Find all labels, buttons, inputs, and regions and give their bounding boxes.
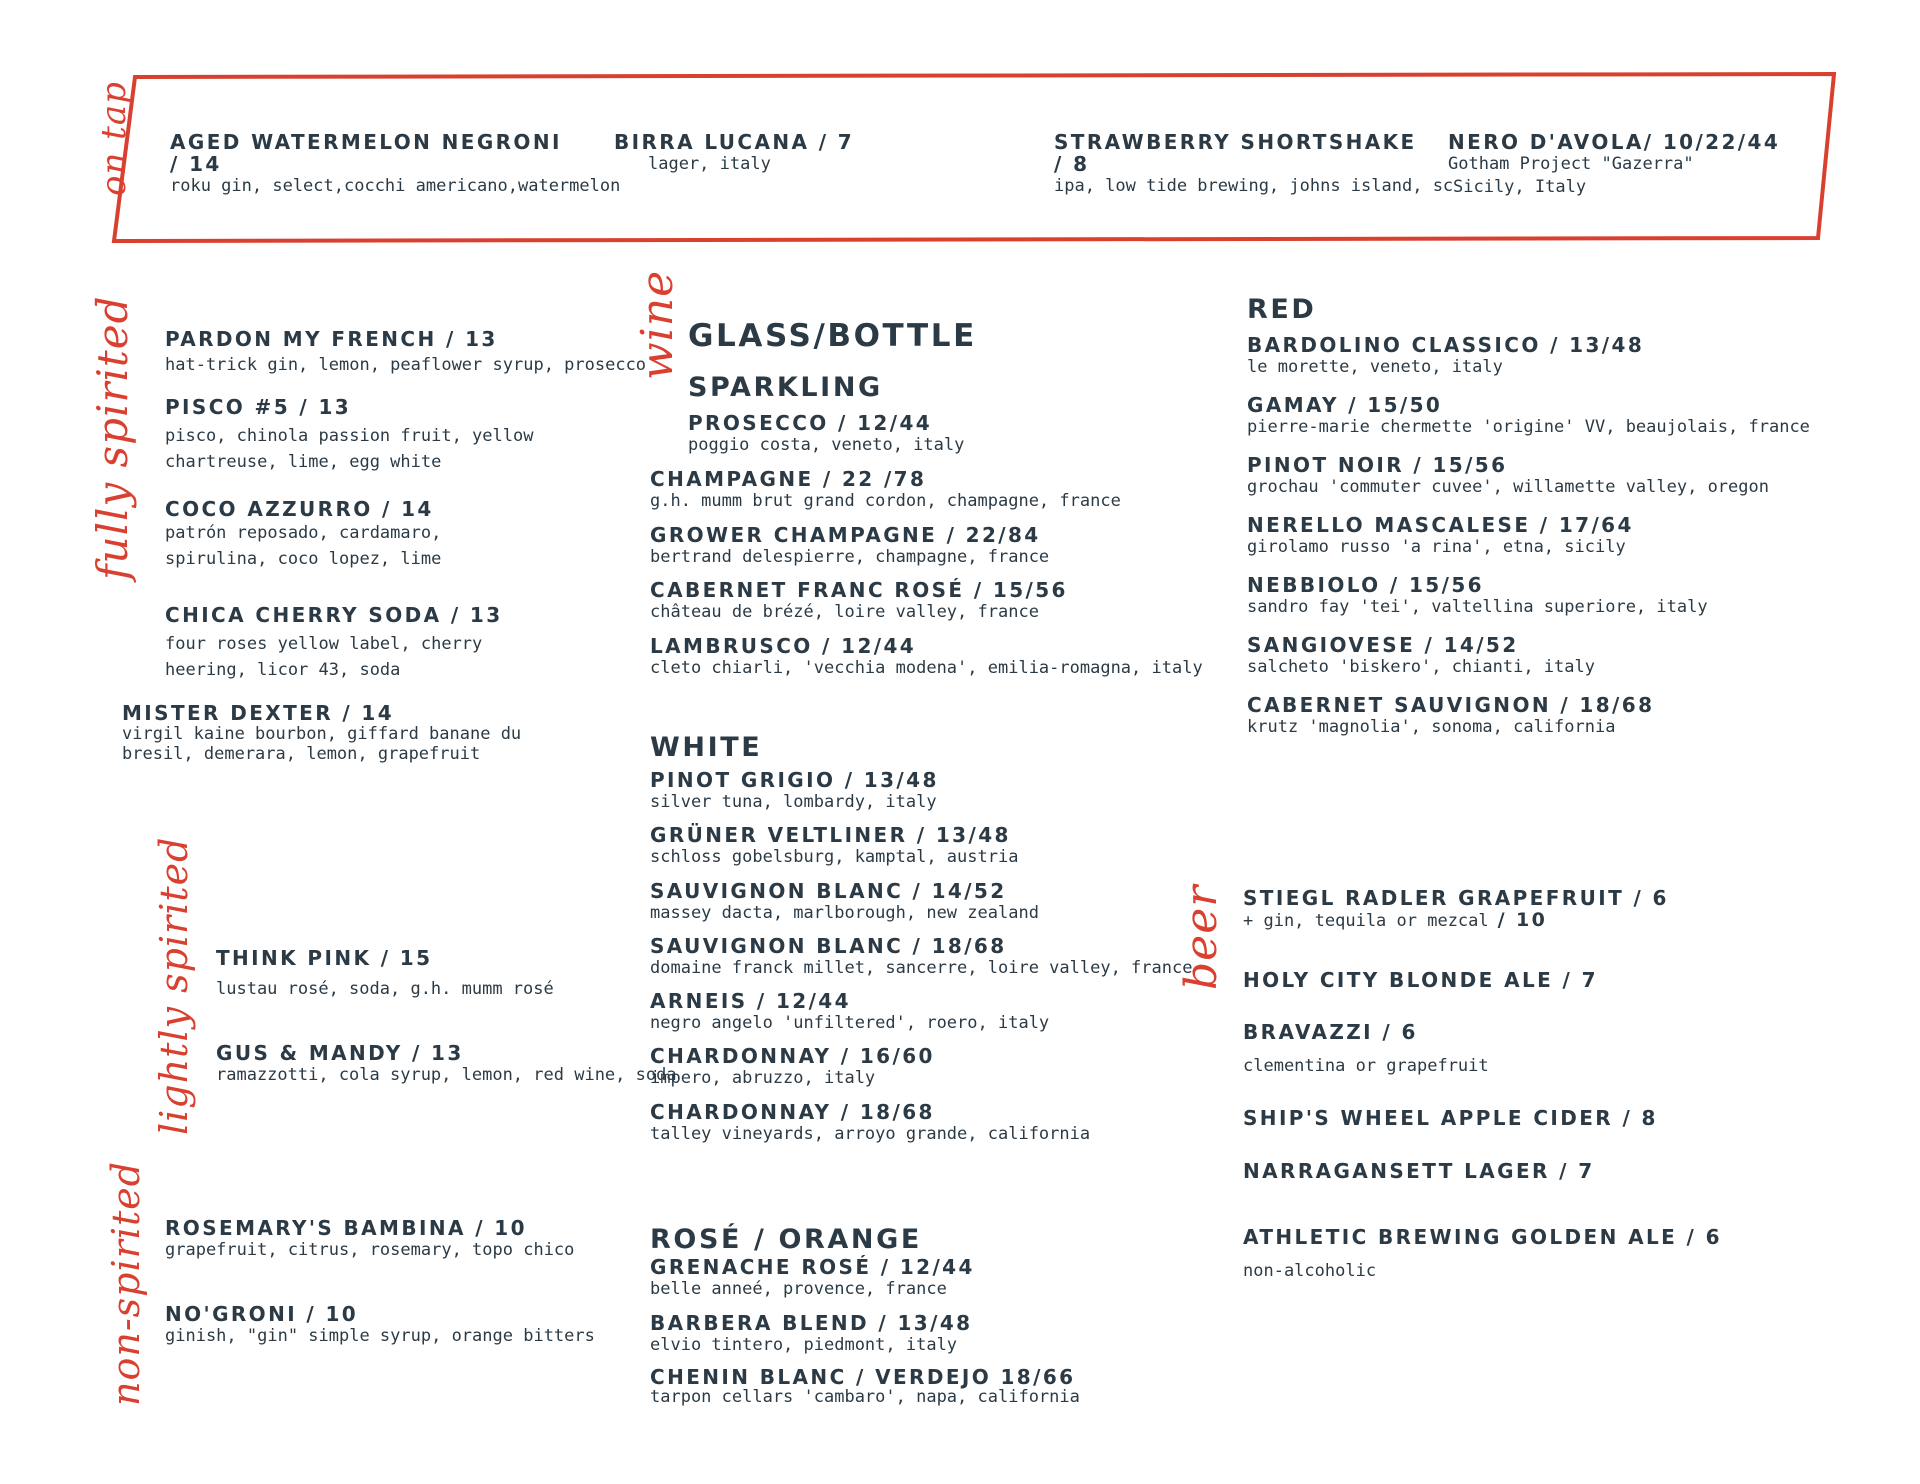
item-desc: ramazzotti, cola syrup, lemon, red wine, soda <box>216 1065 677 1085</box>
item-name: STIEGL RADLER GRAPEFRUIT / 6 <box>1243 886 1669 910</box>
cocktail-item <box>165 396 533 475</box>
wine-item <box>650 468 1121 513</box>
wine-item <box>650 1366 1080 1407</box>
item-name: CABERNET SAUVIGNON / 18/68 <box>1247 693 1655 717</box>
item-name: GAMAY / 15/50 <box>1247 393 1443 417</box>
wine-item <box>1247 514 1634 559</box>
item-name: NO'GRONI / 10 <box>165 1302 359 1326</box>
wine-item <box>1247 694 1654 739</box>
wine-label: wine <box>632 269 683 380</box>
wine-item <box>650 769 939 814</box>
item-name: SHIP'S WHEEL APPLE CIDER / 8 <box>1243 1106 1658 1130</box>
cocktail-item <box>165 1217 574 1262</box>
item-name: STRAWBERRY SHORTSHAKE <box>1054 130 1417 154</box>
item-desc: clementina or grapefruit <box>1243 1056 1489 1076</box>
wine-item <box>650 1312 972 1357</box>
item-name: CHICA CHERRY SODA / 13 <box>165 603 503 627</box>
beer-item <box>1243 1021 1489 1078</box>
beer-label: beer <box>1176 884 1227 990</box>
item-price: / 10 <box>1488 909 1548 931</box>
item-desc: heering, licor 43, soda <box>165 660 401 680</box>
item-name: CABERNET FRANC ROSÉ / 15/56 <box>650 578 1068 602</box>
item-name: BRAVAZZI / 6 <box>1243 1020 1418 1044</box>
wine-item <box>1247 634 1595 679</box>
item-desc: grochau 'commuter cuvee', willamette valley, oregon <box>1247 477 1769 497</box>
item-desc: virgil kaine bourbon, giffard banane du <box>122 724 522 744</box>
on-tap-item <box>614 131 854 176</box>
item-name: ROSEMARY'S BAMBINA / 10 <box>165 1216 527 1240</box>
item-desc: Gotham Project "Gazerra" <box>1448 154 1694 174</box>
item-name: SAUVIGNON BLANC / 18/68 <box>650 934 1007 958</box>
item-name: NARRAGANSETT LAGER / 7 <box>1243 1159 1595 1183</box>
item-desc: pisco, chinola passion fruit, yellow <box>165 426 534 446</box>
item-name: BIRRA LUCANA / 7 <box>614 130 855 154</box>
wine-item <box>650 1256 975 1301</box>
item-desc: lustau rosé, soda, g.h. mumm rosé <box>216 979 554 999</box>
cocktail-item <box>165 604 503 683</box>
item-name-price: / 8 <box>1054 152 1090 176</box>
item-name: ATHLETIC BREWING GOLDEN ALE / 6 <box>1243 1225 1722 1249</box>
item-desc: château de brézé, loire valley, france <box>650 602 1039 622</box>
item-desc: ginish, "gin" simple syrup, orange bitters <box>165 1326 595 1346</box>
item-name: GRÜNER VELTLINER / 13/48 <box>650 823 1011 847</box>
item-desc: domaine franck millet, sancerre, loire valley, france <box>650 958 1193 978</box>
item-name: BARDOLINO CLASSICO / 13/48 <box>1247 333 1645 357</box>
beer-item <box>1243 1226 1722 1283</box>
cocktail-item <box>216 947 554 1001</box>
item-name: MISTER DEXTER / 14 <box>122 701 395 725</box>
item-desc: salcheto 'biskero', chianti, italy <box>1247 657 1595 677</box>
item-name: HOLY CITY BLONDE ALE / 7 <box>1243 968 1598 992</box>
item-desc: negro angelo 'unfiltered', roero, italy <box>650 1013 1050 1033</box>
cocktail-item <box>165 328 646 377</box>
wine-item <box>650 990 1049 1035</box>
item-name: CHARDONNAY / 16/60 <box>650 1044 935 1068</box>
item-name: NERO D'AVOLA/ 10/22/44 <box>1448 130 1781 154</box>
item-desc: le morette, veneto, italy <box>1247 357 1503 377</box>
wine-item <box>650 1101 1090 1146</box>
item-name: NEBBIOLO / 15/56 <box>1247 573 1484 597</box>
item-desc: non-alcoholic <box>1243 1261 1377 1281</box>
item-desc: poggio costa, veneto, italy <box>688 435 965 455</box>
item-desc: cleto chiarli, 'vecchia modena', emilia-romagna, italy <box>650 658 1203 678</box>
wine-item <box>1247 334 1644 379</box>
on-tap-item <box>1054 131 1453 198</box>
item-name: CHAMPAGNE / 22 /78 <box>650 467 927 491</box>
item-desc: massey dacta, marlborough, new zealand <box>650 903 1039 923</box>
on-tap-item <box>170 131 620 198</box>
cocktail-item <box>165 1303 595 1348</box>
item-desc: lager, italy <box>648 154 771 174</box>
wine-item <box>650 880 1039 925</box>
item-name: NERELLO MASCALESE / 17/64 <box>1247 513 1634 537</box>
item-name: PISCO #5 / 13 <box>165 395 352 419</box>
wine-item <box>650 579 1068 624</box>
item-desc: four roses yellow label, cherry <box>165 634 483 654</box>
beer-item <box>1243 887 1669 933</box>
wine-item <box>650 524 1049 569</box>
item-name: SAUVIGNON BLANC / 14/52 <box>650 879 1007 903</box>
wine-item <box>650 824 1018 869</box>
item-name-price: / 14 <box>170 152 222 176</box>
item-name: PARDON MY FRENCH / 13 <box>165 327 498 351</box>
item-name: PINOT NOIR / 15/56 <box>1247 453 1508 477</box>
item-desc: g.h. mumm brut grand cordon, champagne, france <box>650 491 1121 511</box>
item-name: THINK PINK / 15 <box>216 946 433 970</box>
item-desc: tarpon cellars 'cambaro', napa, california <box>650 1387 1080 1407</box>
item-desc: roku gin, select,cocchi americano,watermelon <box>170 176 621 196</box>
item-desc: hat-trick gin, lemon, peaflower syrup, prosecco <box>165 355 647 375</box>
item-desc: silver tuna, lombardy, italy <box>650 792 937 812</box>
wine-item <box>1247 454 1769 499</box>
wine-item <box>1247 394 1810 439</box>
item-name: ARNEIS / 12/44 <box>650 989 851 1013</box>
item-desc: pierre-marie chermette 'origine' VV, beaujolais, france <box>1247 417 1810 437</box>
item-desc: girolamo russo 'a rina', etna, sicily <box>1247 537 1626 557</box>
wine-item <box>650 635 1203 680</box>
rose-orange-heading: ROSÉ / ORANGE <box>650 1224 922 1255</box>
item-desc: spirulina, coco lopez, lime <box>165 549 442 569</box>
item-desc: schloss gobelsburg, kamptal, austria <box>650 847 1019 867</box>
item-name: BARBERA BLEND / 13/48 <box>650 1311 973 1335</box>
item-name: COCO AZZURRO / 14 <box>165 497 434 521</box>
item-name: CHENIN BLANC / VERDEJO 18/66 <box>650 1365 1076 1389</box>
item-desc: sandro fay 'tei', valtellina superiore, italy <box>1247 597 1708 617</box>
white-heading: WHITE <box>650 732 763 763</box>
item-desc: bertrand delespierre, champagne, france <box>650 547 1050 567</box>
item-desc: krutz 'magnolia', sonoma, california <box>1247 717 1616 737</box>
beer-item <box>1243 969 1598 991</box>
item-desc: Sicily, Italy <box>1453 177 1587 197</box>
on-tap-item <box>1448 131 1780 199</box>
beer-item <box>1243 1107 1658 1129</box>
sparkling-heading: SPARKLING <box>688 372 883 403</box>
wine-item <box>650 1045 935 1090</box>
cocktail-item <box>165 498 441 572</box>
item-name: GRENACHE ROSÉ / 12/44 <box>650 1255 975 1279</box>
item-desc: patrón reposado, cardamaro, <box>165 523 442 543</box>
item-desc: elvio tintero, piedmont, italy <box>650 1335 958 1355</box>
red-heading: RED <box>1247 294 1317 325</box>
item-name: GROWER CHAMPAGNE / 22/84 <box>650 523 1041 547</box>
item-desc: + gin, tequila or mezcal <box>1243 911 1489 931</box>
item-name: LAMBRUSCO / 12/44 <box>650 634 917 658</box>
fully-spirited-label: fully spirited <box>88 295 137 580</box>
item-name: PINOT GRIGIO / 13/48 <box>650 768 939 792</box>
wine-item <box>688 412 964 457</box>
item-desc: grapefruit, citrus, rosemary, topo chico <box>165 1240 575 1260</box>
item-name: AGED WATERMELON NEGRONI <box>170 130 562 154</box>
on-tap-label: on tap <box>94 81 134 196</box>
cocktail-item <box>122 702 521 764</box>
item-desc: ipa, low tide brewing, johns island, sc <box>1054 176 1454 196</box>
item-name: GUS & MANDY / 13 <box>216 1041 464 1065</box>
wine-item <box>650 935 1192 980</box>
item-desc: impero, abruzzo, italy <box>650 1068 876 1088</box>
item-desc: chartreuse, lime, egg white <box>165 452 442 472</box>
item-name: CHARDONNAY / 18/68 <box>650 1100 935 1124</box>
item-desc: talley vineyards, arroyo grande, california <box>650 1124 1091 1144</box>
item-name: SANGIOVESE / 14/52 <box>1247 633 1519 657</box>
cocktail-item <box>216 1042 677 1087</box>
lightly-spirited-label: lightly spirited <box>152 836 196 1135</box>
beer-item <box>1243 1160 1595 1182</box>
glass-bottle-title: GLASS/BOTTLE <box>688 318 977 354</box>
item-desc: bresil, demerara, lemon, grapefruit <box>122 744 481 764</box>
non-spirited-label: non-spirited <box>104 1160 148 1406</box>
item-name: PROSECCO / 12/44 <box>688 411 933 435</box>
wine-item <box>1247 574 1708 619</box>
item-desc: belle anneé, provence, france <box>650 1279 947 1299</box>
